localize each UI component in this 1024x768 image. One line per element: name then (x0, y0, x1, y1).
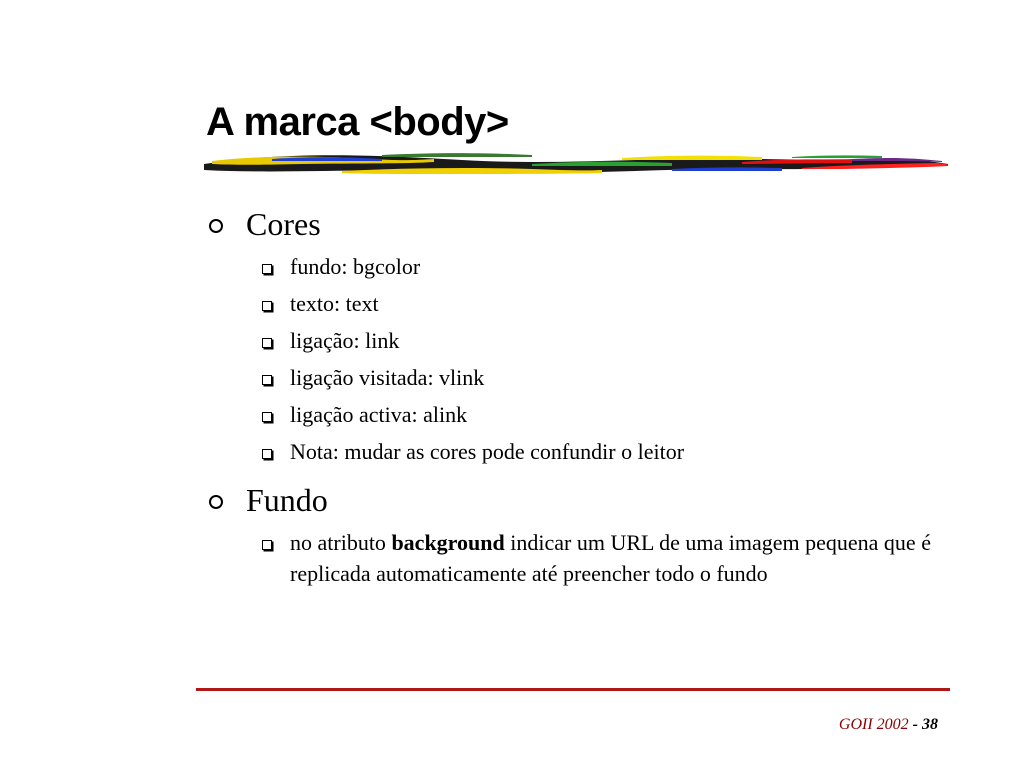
section-fundo (206, 478, 946, 522)
square-bullet-icon (262, 338, 272, 348)
square-bullet-icon (262, 449, 272, 459)
square-bullet-icon (262, 264, 272, 274)
square-bullet-icon (262, 412, 272, 422)
list-item (206, 325, 946, 357)
list-item (206, 251, 946, 283)
slide-title: A marca <body> (206, 100, 509, 144)
circle-bullet-icon (209, 219, 223, 233)
list-item-bold-term: background (391, 530, 505, 555)
list-item-text-after: indicar um URL de uma imagem pequena que é replicada automaticamente até preencher todo o fundo (290, 530, 931, 586)
fundo-sub-list (206, 527, 946, 589)
list-item-text: Nota: mudar as cores pode confundir o leitor (290, 439, 685, 464)
list-item-text: texto: text (290, 291, 379, 316)
list-item-text: ligação activa: alink (290, 402, 468, 427)
list-item (206, 399, 946, 431)
decorative-brush-stroke (202, 150, 950, 182)
slide-footer (839, 716, 938, 734)
list-item (206, 288, 946, 320)
bullet-list (206, 202, 946, 589)
list-item (206, 527, 946, 589)
list-item (206, 362, 946, 394)
footer-org: GOII 2002 (838, 716, 909, 733)
list-item-text: ligação visitada: vlink (290, 365, 485, 390)
list-item-text: fundo: bgcolor (290, 254, 421, 279)
cores-sub-list (206, 251, 946, 468)
square-bullet-icon (262, 375, 272, 385)
section-label: Cores (246, 206, 321, 242)
circle-bullet-icon (209, 495, 223, 509)
footer-rule (196, 688, 950, 691)
page-number: - 38 (908, 716, 938, 733)
list-item-text: ligação: link (290, 328, 400, 353)
square-bullet-icon (262, 301, 272, 311)
section-cores (206, 202, 946, 246)
list-item-text-before: no atributo (290, 530, 392, 555)
section-label: Fundo (246, 482, 328, 518)
list-item (206, 436, 946, 468)
square-bullet-icon (262, 540, 272, 550)
